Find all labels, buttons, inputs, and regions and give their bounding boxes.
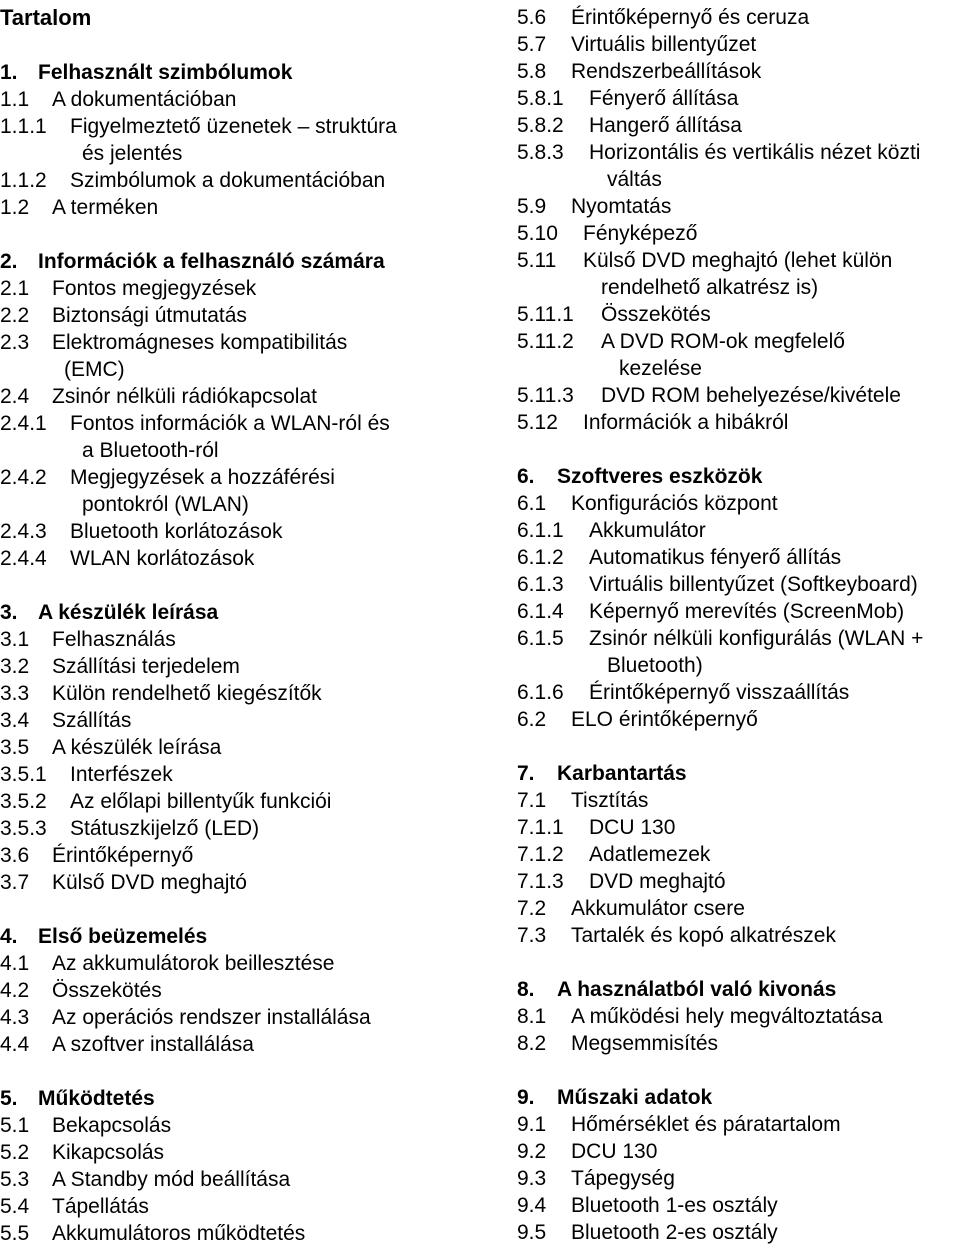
- toc-entry[interactable]: [0, 761, 173, 788]
- toc-entry-number: 5.1: [0, 1114, 30, 1137]
- toc-entry-text: rendelhető alkatrész is): [601, 276, 819, 299]
- toc-entry[interactable]: [517, 220, 697, 247]
- toc-entry-number: 4.1: [0, 952, 30, 975]
- toc-entry-number: 1.1: [0, 88, 30, 111]
- toc-entry-number: 6.1.3: [517, 573, 564, 596]
- toc-entry-text: DCU 130: [571, 1140, 658, 1163]
- toc-entry-number: 6.1.2: [517, 546, 564, 569]
- toc-entry[interactable]: [0, 626, 176, 653]
- toc-entry-number: 2.3: [0, 331, 30, 354]
- toc-entry-number: 3.5: [0, 736, 30, 759]
- toc-entry-number: 5.9: [517, 195, 547, 218]
- toc-entry-text: váltás: [607, 168, 662, 191]
- toc-entry-text: Felhasználás: [52, 628, 176, 651]
- toc-entry-number: 7.1.3: [517, 870, 564, 893]
- toc-entry-number: 4.4: [0, 1033, 30, 1056]
- toc-entry-number: 6.1.5: [517, 627, 564, 650]
- toc-entry-number: 3.5.1: [0, 763, 47, 786]
- toc-entry-number: 5.10: [517, 222, 558, 245]
- toc-entry-text: Hőmérséklet és páratartalom: [571, 1113, 841, 1136]
- toc-entry-number: 2.4.3: [0, 520, 47, 543]
- toc-entry[interactable]: [0, 383, 317, 410]
- toc-entry-text: Szimbólumok a dokumentációban: [70, 169, 386, 192]
- toc-entry-text: Zsinór nélküli rádiókapcsolat: [52, 385, 317, 408]
- toc-entry[interactable]: [0, 1112, 171, 1139]
- toc-entry-number: 7.2: [517, 897, 547, 920]
- toc-entry-text: Összekötés: [601, 303, 711, 326]
- toc-entry-number: 2.4.4: [0, 547, 47, 570]
- toc-entry-number: 6.1.1: [517, 519, 564, 542]
- toc-entry[interactable]: [517, 112, 742, 139]
- toc-entry[interactable]: [0, 113, 397, 140]
- toc-entry-text: Interfészek: [70, 763, 173, 786]
- toc-entry-text: Megsemmisítés: [571, 1032, 719, 1055]
- toc-entry-number: 5.7: [517, 33, 547, 56]
- toc-entry[interactable]: [517, 544, 841, 571]
- toc-entry-text: Külső DVD meghajtó (lehet külön: [583, 249, 893, 272]
- toc-entry-number: 6.: [517, 465, 535, 488]
- toc-entry-text: Nyomtatás: [571, 195, 672, 218]
- toc-entry[interactable]: [517, 1111, 841, 1138]
- toc-entry-text: Figyelmeztető üzenetek – struktúra: [70, 115, 397, 138]
- toc-entry-continuation[interactable]: [82, 491, 249, 518]
- toc-entry-text: Első beüzemelés: [38, 925, 208, 948]
- toc-entry-text: A szoftver installálása: [52, 1033, 254, 1056]
- toc-entry-text: Az operációs rendszer installálása: [52, 1006, 371, 1029]
- toc-entry[interactable]: [517, 1138, 657, 1165]
- toc-entry-text: Bekapcsolás: [52, 1114, 172, 1137]
- toc-entry[interactable]: [0, 1220, 305, 1247]
- toc-entry-text: Szállítás: [52, 709, 132, 732]
- toc-entry-text: Akkumulátor: [589, 519, 706, 542]
- toc-entry-number: 4.: [0, 925, 18, 948]
- toc-entry[interactable]: [0, 842, 193, 869]
- toc-entry-text: DVD ROM behelyezése/kivétele: [601, 384, 901, 407]
- toc-entry-text: Bluetooth korlátozások: [70, 520, 283, 543]
- toc-entry-text: Felhasznált szimbólumok: [38, 61, 293, 84]
- toc-entry-number: 7.1.2: [517, 843, 564, 866]
- toc-entry-text: Tisztítás: [571, 789, 649, 812]
- toc-section-heading[interactable]: [0, 599, 218, 626]
- toc-entry-text: Információk a hibákról: [583, 411, 789, 434]
- toc-entry-text: Fényképező: [583, 222, 698, 245]
- toc-entry-text: A dokumentációban: [52, 88, 237, 111]
- toc-entry-number: 5.8: [517, 60, 547, 83]
- toc-entry[interactable]: [517, 58, 761, 85]
- toc-entry-text: Szoftveres eszközök: [557, 465, 763, 488]
- toc-entry-continuation[interactable]: [607, 652, 703, 679]
- toc-entry-text: (EMC): [64, 358, 125, 381]
- toc-entry-text: Adatlemezek: [589, 843, 711, 866]
- toc-entry-number: 5.5: [0, 1222, 30, 1245]
- toc-entry[interactable]: [517, 679, 849, 706]
- toc-entry[interactable]: [517, 1219, 778, 1246]
- toc-entry-number: 7.: [517, 762, 535, 785]
- toc-entry[interactable]: [517, 490, 778, 517]
- toc-entry-number: 9.5: [517, 1221, 547, 1244]
- toc-entry-continuation[interactable]: [607, 166, 662, 193]
- toc-entry[interactable]: [0, 194, 158, 221]
- toc-entry-text: A készülék leírása: [38, 601, 219, 624]
- toc-entry[interactable]: [517, 895, 745, 922]
- toc-entry-text: kezelése: [619, 357, 702, 380]
- toc-entry-text: Érintőképernyő és ceruza: [571, 6, 810, 29]
- toc-entry-number: 3.5.2: [0, 790, 47, 813]
- toc-section-heading[interactable]: [517, 463, 762, 490]
- toc-entry[interactable]: [517, 1165, 675, 1192]
- toc-section-heading[interactable]: [517, 1084, 712, 1111]
- toc-entry-number: 5.12: [517, 411, 558, 434]
- toc-entry-text: Külső DVD meghajtó: [52, 871, 247, 894]
- toc-entry-number: 5.11: [517, 249, 557, 272]
- toc-entry-number: 9.1: [517, 1113, 547, 1136]
- toc-entry-number: 9.4: [517, 1194, 547, 1217]
- toc-entry[interactable]: [0, 329, 347, 356]
- toc-entry-number: 1.1.2: [0, 169, 47, 192]
- toc-entry-number: 2.: [0, 250, 18, 273]
- toc-entry-text: Elektromágneses kompatibilitás: [52, 331, 348, 354]
- toc-entry[interactable]: [517, 706, 758, 733]
- toc-section-heading[interactable]: [0, 1085, 155, 1112]
- toc-entry[interactable]: [517, 1003, 883, 1030]
- toc-entry-text: Virtuális billentyűzet: [571, 33, 757, 56]
- toc-entry-text: Szállítási terjedelem: [52, 655, 240, 678]
- toc-entry-continuation[interactable]: [601, 274, 818, 301]
- toc-entry[interactable]: [0, 680, 322, 707]
- toc-entry-number: 1.1.1: [0, 115, 47, 138]
- toc-section-heading[interactable]: [0, 923, 207, 950]
- toc-entry-number: 3.1: [0, 628, 30, 651]
- toc-entry-text: A készülék leírása: [52, 736, 222, 759]
- toc-entry[interactable]: [517, 1192, 778, 1219]
- toc-entry-text: Külön rendelhető kiegészítők: [52, 682, 322, 705]
- toc-entry-number: 7.1: [517, 789, 547, 812]
- toc-entry-number: 9.2: [517, 1140, 547, 1163]
- toc-entry-number: 8.1: [517, 1005, 547, 1028]
- toc-entry-number: 6.2: [517, 708, 547, 731]
- toc-entry-text: Fényerő állítása: [589, 87, 739, 110]
- toc-entry-number: 6.1.6: [517, 681, 564, 704]
- toc-entry-number: 3.7: [0, 871, 30, 894]
- toc-entry-number: 4.3: [0, 1006, 30, 1029]
- toc-entry-text: Akkumulátoros működtetés: [52, 1222, 306, 1245]
- toc-entry-number: 8.: [517, 978, 535, 1001]
- toc-entry[interactable]: [0, 545, 254, 572]
- toc-entry[interactable]: [0, 815, 259, 842]
- toc-entry-text: Tápegység: [571, 1167, 675, 1190]
- toc-entry-number: 9.: [517, 1086, 535, 1109]
- toc-entry[interactable]: [517, 409, 788, 436]
- toc-entry-number: 2.4.1: [0, 412, 47, 435]
- toc-entry-number: 5.4: [0, 1195, 30, 1218]
- toc-entry[interactable]: [517, 85, 738, 112]
- toc-entry-text: Érintőképernyő visszaállítás: [589, 681, 850, 704]
- toc-entry-number: 1.2: [0, 196, 30, 219]
- toc-entry-number: 3.: [0, 601, 18, 624]
- toc-entry-text: Kikapcsolás: [52, 1141, 165, 1164]
- toc-entry-text: A működési hely megváltoztatása: [571, 1005, 883, 1028]
- toc-entry[interactable]: [517, 193, 671, 220]
- toc-entry-number: 5.11.3: [517, 384, 574, 407]
- toc-entry[interactable]: [517, 301, 711, 328]
- toc-entry[interactable]: [517, 868, 726, 895]
- toc-entry-number: 9.3: [517, 1167, 547, 1190]
- toc-entry-number: 4.2: [0, 979, 30, 1002]
- toc-entry[interactable]: [517, 841, 710, 868]
- toc-entry-number: 3.4: [0, 709, 30, 732]
- toc-entry-text: Rendszerbeállítások: [571, 60, 762, 83]
- toc-entry[interactable]: [0, 167, 385, 194]
- toc-entry[interactable]: [517, 922, 836, 949]
- toc-entry-number: 5.8.1: [517, 87, 564, 110]
- toc-entry-number: 8.2: [517, 1032, 547, 1055]
- toc-entry-number: 6.1.4: [517, 600, 564, 623]
- toc-entry-continuation[interactable]: [82, 437, 219, 464]
- toc-entry-continuation[interactable]: [64, 356, 125, 383]
- toc-entry-number: 2.1: [0, 277, 30, 300]
- toc-entry[interactable]: [0, 1166, 290, 1193]
- toc-entry[interactable]: [0, 518, 282, 545]
- toc-section-heading[interactable]: [517, 760, 687, 787]
- toc-entry-number: 3.6: [0, 844, 30, 867]
- toc-entry-text: Státuszkijelző (LED): [70, 817, 260, 840]
- toc-entry-continuation[interactable]: [619, 355, 702, 382]
- toc-entry-text: és jelentés: [82, 142, 183, 165]
- toc-entry-text: Megjegyzések a hozzáférési: [70, 466, 335, 489]
- toc-entry[interactable]: [517, 1030, 718, 1057]
- toc-entry[interactable]: [0, 464, 335, 491]
- toc-entry-number: 3.3: [0, 682, 30, 705]
- toc-entry[interactable]: [517, 4, 809, 31]
- toc-entry-text: WLAN korlátozások: [70, 547, 255, 570]
- toc-entry-text: ELO érintőképernyő: [571, 708, 758, 731]
- toc-entry-text: A terméken: [52, 196, 159, 219]
- toc-entry-text: Érintőképernyő: [52, 844, 194, 867]
- toc-entry[interactable]: [0, 275, 256, 302]
- page-title: Tartalom: [0, 5, 92, 30]
- toc-entry-text: Az akkumulátorok beillesztése: [52, 952, 335, 975]
- toc-entry-text: Információk a felhasználó számára: [38, 250, 385, 273]
- toc-entry[interactable]: [517, 571, 918, 598]
- toc-entry-text: Karbantartás: [557, 762, 687, 785]
- toc-entry-number: 7.3: [517, 924, 547, 947]
- toc-section-heading[interactable]: [517, 976, 836, 1003]
- toc-entry-text: Tartalék és kopó alkatrészek: [571, 924, 836, 947]
- toc-entry[interactable]: [517, 247, 892, 274]
- toc-entry[interactable]: [0, 950, 334, 977]
- toc-entry-text: Bluetooth): [607, 654, 703, 677]
- toc-entry-number: 3.2: [0, 655, 30, 678]
- toc-entry-continuation[interactable]: [82, 140, 182, 167]
- toc-entry-text: Képernyő merevítés (ScreenMob): [589, 600, 905, 623]
- toc-entry-number: 2.2: [0, 304, 30, 327]
- toc-entry-text: Működtetés: [38, 1087, 155, 1110]
- toc-entry[interactable]: [517, 31, 756, 58]
- toc-entry-text: A használatból való kivonás: [557, 978, 837, 1001]
- toc-entry-text: Az előlapi billentyűk funkciói: [70, 790, 332, 813]
- toc-entry-text: pontokról (WLAN): [82, 493, 249, 516]
- toc-entry[interactable]: [0, 302, 247, 329]
- toc-entry-number: 2.4.2: [0, 466, 47, 489]
- toc-entry[interactable]: [0, 734, 221, 761]
- toc-entry[interactable]: [0, 1031, 254, 1058]
- toc-entry-number: 5.11.2: [517, 330, 574, 353]
- toc-entry-text: DVD meghajtó: [589, 870, 726, 893]
- toc-entry[interactable]: [0, 788, 331, 815]
- toc-entry-text: Virtuális billentyűzet (Softkeyboard): [589, 573, 918, 596]
- toc-entry[interactable]: [0, 707, 131, 734]
- toc-entry-number: 2.4: [0, 385, 30, 408]
- toc-entry-text: a Bluetooth-ról: [82, 439, 219, 462]
- toc-entry-text: Horizontális és vertikális nézet közti: [589, 141, 921, 164]
- toc-entry-number: 7.1.1: [517, 816, 564, 839]
- toc-entry-number: 5.11.1: [517, 303, 574, 326]
- toc-entry-number: 1.: [0, 61, 18, 84]
- toc-entry[interactable]: [0, 653, 240, 680]
- toc-entry-text: Konfigurációs központ: [571, 492, 778, 515]
- toc-entry[interactable]: [517, 517, 706, 544]
- toc-entry-number: 5.8.3: [517, 141, 564, 164]
- toc-entry[interactable]: [517, 382, 901, 409]
- toc-entry-text: Tápellátás: [52, 1195, 149, 1218]
- toc-entry[interactable]: [0, 1193, 149, 1220]
- toc-entry-text: Hangerő állítása: [589, 114, 742, 137]
- toc-entry-text: Bluetooth 1-es osztály: [571, 1194, 778, 1217]
- toc-entry-text: Bluetooth 2-es osztály: [571, 1221, 778, 1244]
- toc-entry-text: Összekötés: [52, 979, 162, 1002]
- toc-entry-text: Akkumulátor csere: [571, 897, 745, 920]
- toc-entry[interactable]: [0, 977, 162, 1004]
- toc-entry[interactable]: [517, 787, 648, 814]
- toc-entry-number: 3.5.3: [0, 817, 47, 840]
- toc-entry-number: 5.6: [517, 6, 547, 29]
- toc-entry-number: 5.8.2: [517, 114, 564, 137]
- toc-entry-text: Automatikus fényerő állítás: [589, 546, 842, 569]
- toc-entry-text: A Standby mód beállítása: [52, 1168, 291, 1191]
- toc-entry-number: 5.2: [0, 1141, 30, 1164]
- toc-entry-text: Fontos megjegyzések: [52, 277, 257, 300]
- toc-entry[interactable]: [517, 598, 904, 625]
- toc-entry[interactable]: [517, 139, 920, 166]
- toc-entry[interactable]: [0, 86, 236, 113]
- toc-entry-text: DCU 130: [589, 816, 676, 839]
- toc-entry[interactable]: [517, 328, 845, 355]
- toc-entry-number: 5.: [0, 1087, 18, 1110]
- toc-entry[interactable]: [0, 1004, 371, 1031]
- toc-entry-text: Biztonsági útmutatás: [52, 304, 247, 327]
- toc-entry-text: A DVD ROM-ok megfelelő: [601, 330, 845, 353]
- toc-entry-text: Zsinór nélküli konfigurálás (WLAN +: [589, 627, 924, 650]
- toc-entry[interactable]: [517, 814, 675, 841]
- toc-entry[interactable]: [517, 625, 923, 652]
- toc-entry-text: Fontos információk a WLAN-ról és: [70, 412, 390, 435]
- toc-entry-number: 5.3: [0, 1168, 30, 1191]
- toc-entry[interactable]: [0, 410, 390, 437]
- toc-entry[interactable]: [0, 869, 247, 896]
- toc-entry-text: Műszaki adatok: [557, 1086, 713, 1109]
- toc-section-heading[interactable]: [0, 248, 385, 275]
- toc-section-heading[interactable]: [0, 59, 292, 86]
- toc-entry-number: 6.1: [517, 492, 547, 515]
- toc-entry[interactable]: [0, 1139, 164, 1166]
